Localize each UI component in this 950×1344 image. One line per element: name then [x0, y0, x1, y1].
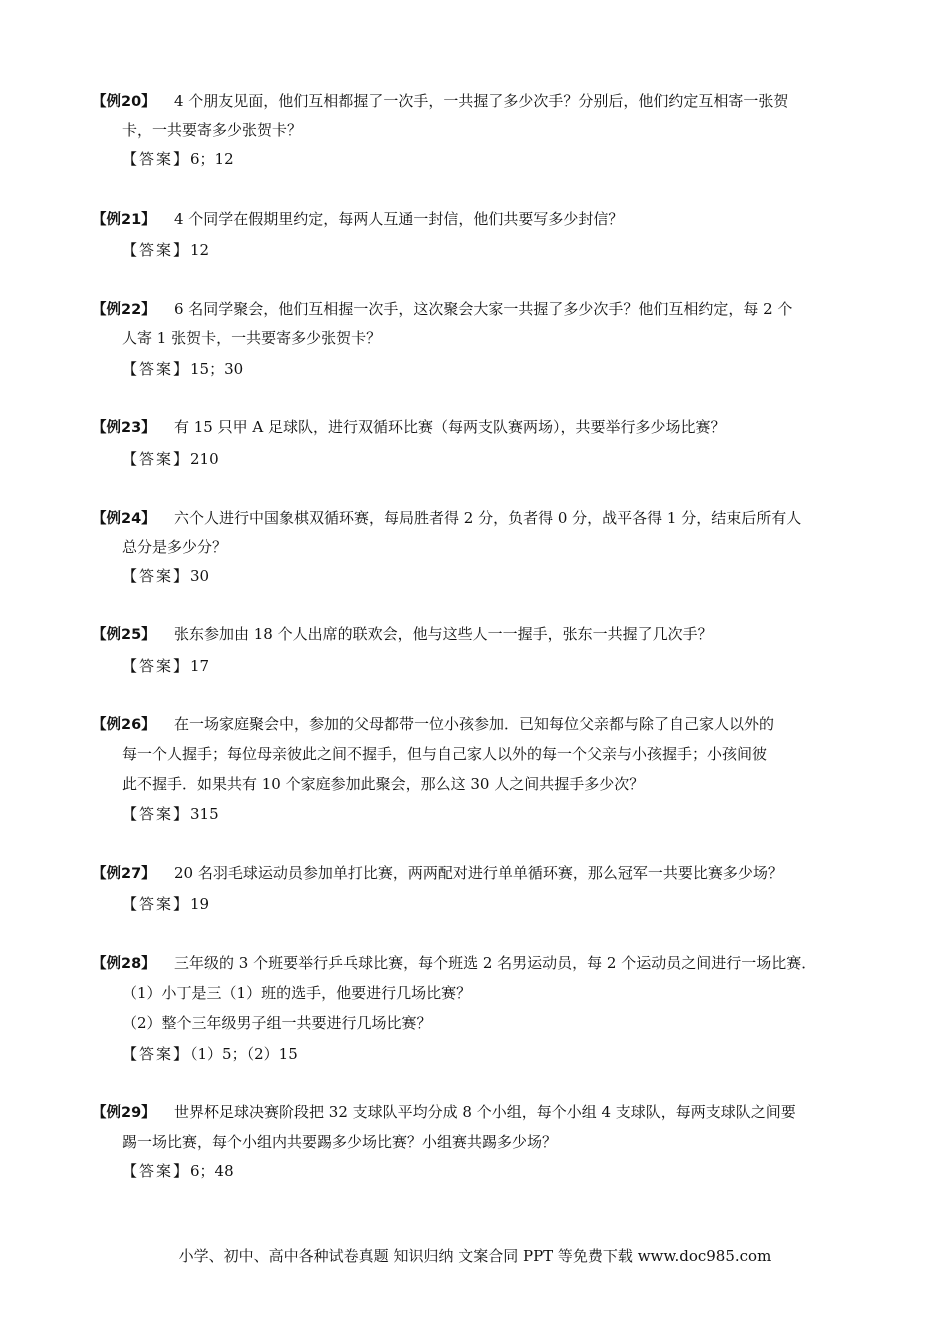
problem-line — [92, 298, 156, 320]
answer-label: 【答案】 — [122, 657, 191, 675]
answer — [122, 239, 209, 261]
problem-tag: 【例23】 — [92, 420, 156, 436]
problem-text: 张东参加由 18 个人出席的联欢会，他与这些人一一握手，张东一共握了几次手？ — [174, 625, 713, 643]
problem-text: 总分是多少分？ — [122, 538, 228, 556]
problem-text: 三年级的 3 个班要举行乒乓球比赛，每个班选 2 名男运动员，每 2 个运动员之间进行一场比赛． — [174, 954, 817, 972]
problem-tag: 【例20】 — [92, 94, 156, 110]
problem-line — [92, 90, 156, 112]
answer — [122, 148, 234, 170]
answer — [122, 448, 219, 470]
problem-line — [92, 416, 156, 438]
problem-text: 每一个人握手；每位母亲彼此之间不握手，但与自己家人以外的每一个父亲与小孩握手；小孩间彼 — [122, 745, 768, 763]
answer-label: 【答案】 — [122, 567, 191, 585]
problem-tag: 【例29】 — [92, 1105, 156, 1121]
problem-line — [92, 952, 156, 974]
problem-text: 4 个同学在假期里约定，每两人互通一封信，他们共要写多少封信？ — [174, 210, 624, 228]
problem-text: 在一场家庭聚会中，参加的父母都带一位小孩参加．已知每位父亲都与除了自己家人以外的 — [174, 715, 775, 733]
answer-label: 【答案】 — [122, 895, 191, 913]
answer — [122, 358, 243, 380]
problem-line — [92, 862, 156, 884]
problem-line — [92, 208, 156, 230]
answer — [122, 1160, 234, 1182]
problem-text: 踢一场比赛，每个小组内共要踢多少场比赛？小组赛共踢多少场？ — [122, 1133, 558, 1151]
problem-tag: 【例22】 — [92, 302, 156, 318]
problem-text: 此不握手．如果共有 10 个家庭参加此聚会，那么这 30 人之间共握手多少次？ — [122, 775, 645, 793]
answer-label: 【答案】 — [122, 150, 191, 168]
answer — [122, 893, 209, 915]
answer — [122, 1043, 298, 1065]
answer-label: 【答案】 — [122, 241, 191, 259]
answer-label: 【答案】 — [122, 805, 191, 823]
problem-text: 六个人进行中国象棋双循环赛，每局胜者得 2 分，负者得 0 分，战平各得 1 分，结束后所有人 — [174, 509, 802, 527]
problem-text: 4 个朋友见面，他们互相都握了一次手，一共握了多少次手？分别后，他们约定互相寄一张贺 — [174, 92, 789, 110]
answer-value: 30 — [190, 567, 210, 585]
answer-label: 【答案】 — [122, 1045, 191, 1063]
answer-value: 210 — [190, 450, 219, 468]
answer-value: 12 — [190, 241, 210, 259]
answer-value: 19 — [190, 895, 210, 913]
problem-tag: 【例24】 — [92, 511, 156, 527]
problem-tag: 【例27】 — [92, 866, 156, 882]
problem-line — [92, 713, 156, 735]
problem-text: 世界杯足球决赛阶段把 32 支球队平均分成 8 个小组，每个小组 4 支球队，每两支球队之间要 — [174, 1103, 796, 1121]
problem-tag: 【例25】 — [92, 627, 156, 643]
answer-value: 6；48 — [190, 1162, 234, 1180]
answer-label: 【答案】 — [122, 1162, 191, 1180]
answer-label: 【答案】 — [122, 450, 191, 468]
answer-value: （1）5；（2）15 — [190, 1045, 298, 1063]
answer — [122, 655, 209, 677]
answer-value: 15；30 — [190, 360, 244, 378]
problem-text: 卡，一共要寄多少张贺卡？ — [122, 121, 303, 139]
problem-line — [92, 623, 156, 645]
answer-value: 6；12 — [190, 150, 234, 168]
problem-text: 人寄 1 张贺卡，一共要寄多少张贺卡？ — [122, 329, 382, 347]
problem-tag: 【例26】 — [92, 717, 156, 733]
answer-label: 【答案】 — [122, 360, 191, 378]
problem-text: 20 名羽毛球运动员参加单打比赛，两两配对进行单单循环赛，那么冠军一共要比赛多少场？ — [174, 864, 783, 882]
problem-tag: 【例28】 — [92, 956, 156, 972]
problem-line — [92, 507, 156, 529]
problem-text: （1）小丁是三（1）班的选手，他要进行几场比赛？ — [122, 984, 472, 1002]
answer-value: 315 — [190, 805, 219, 823]
problem-text: 6 名同学聚会，他们互相握一次手，这次聚会大家一共握了多少次手？他们互相约定，每 2 个 — [174, 300, 793, 318]
answer — [122, 565, 209, 587]
page-footer: 小学、初中、高中各种试卷真题 知识归纳 文案合同 PPT 等免费下载 www.doc985.com — [178, 1247, 772, 1265]
problem-text: （2）整个三年级男子组一共要进行几场比赛？ — [122, 1014, 432, 1032]
problem-line — [92, 1101, 156, 1123]
problem-text: 有 15 只甲 A 足球队，进行双循环比赛（每两支队赛两场），共要举行多少场比赛？ — [174, 418, 726, 436]
answer-value: 17 — [190, 657, 210, 675]
problem-tag: 【例21】 — [92, 212, 156, 228]
answer — [122, 803, 219, 825]
